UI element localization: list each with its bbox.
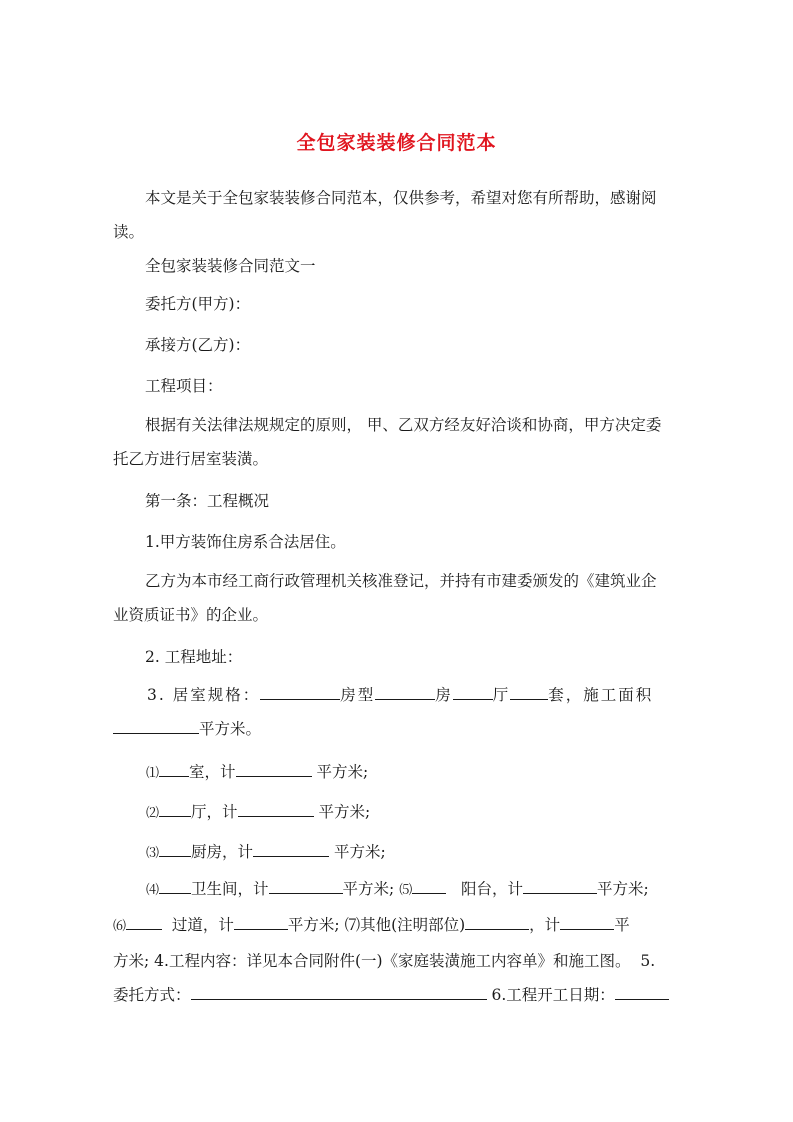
blank[interactable] [159,842,191,857]
blank[interactable] [191,985,487,1000]
blank[interactable] [523,879,597,894]
intro-paragraph [113,181,681,249]
blank[interactable] [159,802,191,817]
room-1-line [113,755,714,791]
item-2-address: 2. 工程地址： [145,648,243,666]
room-4-number: ⑷ [146,883,160,898]
basis-line-2: 托乙方进行居室装潢。 [113,450,269,468]
blank[interactable] [453,685,493,700]
item-5-commission: 委托方式： [113,986,191,1004]
room-6-unit: 平方米; [287,916,340,934]
room-1-number: ⑴ [146,766,160,781]
room-5-number: ⑸ [399,883,413,898]
blank[interactable] [465,915,529,930]
project-line: 工程项目： [145,377,223,395]
article-1-heading: 第一条：工程概况 [145,492,270,510]
room-5-name: 阳台，计 [461,880,524,898]
rooms-line-a [113,872,681,908]
intro-line-1: 本文是关于全包家装装修合同范本，仅供参考，希望对您有所帮助，感谢阅 [145,189,657,207]
rooms-line-c [113,944,681,978]
room-1-unit: 平方米; [316,763,369,781]
blank[interactable] [260,685,340,700]
party-a-line: 委托方(甲方)： [145,295,251,313]
blank[interactable] [234,915,288,930]
item-6-start-date: 6.工程开工日期： [491,986,615,1004]
blank[interactable] [159,879,191,894]
blank[interactable] [159,762,189,777]
room-3-unit: 平方米; [333,843,386,861]
room-2-line [113,795,714,831]
item-5-number: 5. [640,952,656,970]
blank[interactable] [412,879,446,894]
item-3-label: 3. 居室规格： [147,686,261,704]
basis-paragraph [113,408,681,476]
qualification-line-2: 业资质证书》的企业。 [113,606,269,624]
qualification-line-1: 乙方为本市经工商行政管理机关核准登记，并持有市建委颁发的《建筑业企 [145,572,657,590]
rooms-4-to-7-block [113,872,681,1012]
room-4-name: 卫生间，计 [191,880,269,898]
party-b-line: 承接方(乙方)： [145,336,251,354]
intro-line-2: 读。 [113,223,145,241]
rooms-line-d [113,978,681,1012]
rooms-line-b [113,908,681,944]
item-3-unit: 平方米。 [199,720,262,738]
item-3-room: 房 [435,686,453,704]
item-3-specs [113,678,681,746]
room-1-name: 室，计 [189,763,236,781]
item-3-house-type: 房型 [340,686,376,704]
document-title: 全包家装装修合同范本 [296,132,497,154]
item-1: 1.甲方装饰住房系合法居住。 [145,533,346,551]
room-7-text: ⑺其他(注明部位) [344,916,466,934]
item-3-line-2 [113,712,681,746]
qualification-paragraph [113,564,681,632]
blank[interactable] [375,685,435,700]
room-4-unit: 平方米; [342,880,395,898]
blank[interactable] [236,762,312,777]
room-3-name: 厨房，计 [191,843,254,861]
room-3-number: ⑶ [146,846,160,861]
section-subtitle: 全包家装装修合同范文一 [145,257,316,275]
room-7-unit-b: 方米; [113,952,150,970]
room-6-number: ⑹ [113,919,127,934]
room-7-unit-a: 平 [614,916,630,934]
blank[interactable] [113,719,199,734]
item-3-hall: 厅 [492,686,511,704]
basis-line-1: 根据有关法律法规规定的原则， 甲、乙双方经友好洽谈和协商，甲方决定委 [145,416,662,434]
room-6-name: 过道，计 [171,916,234,934]
room-5-unit: 平方米; [597,880,649,898]
blank[interactable] [269,879,343,894]
room-7-calc: ，计 [529,916,561,934]
room-2-number: ⑵ [146,806,160,821]
item-4-content: 4.工程内容：详见本合同附件(一)《家庭装潢施工内容单》和施工图。 [154,952,631,970]
item-3-line-1 [113,678,681,712]
blank[interactable] [615,985,669,1000]
room-2-unit: 平方米; [318,803,371,821]
blank[interactable] [253,842,329,857]
blank[interactable] [510,685,548,700]
blank[interactable] [560,915,614,930]
blank[interactable] [238,802,314,817]
room-3-line [113,835,714,871]
room-2-name: 厅，计 [191,803,238,821]
item-3-set: 套，施工面积 [548,686,654,704]
blank[interactable] [126,915,162,930]
